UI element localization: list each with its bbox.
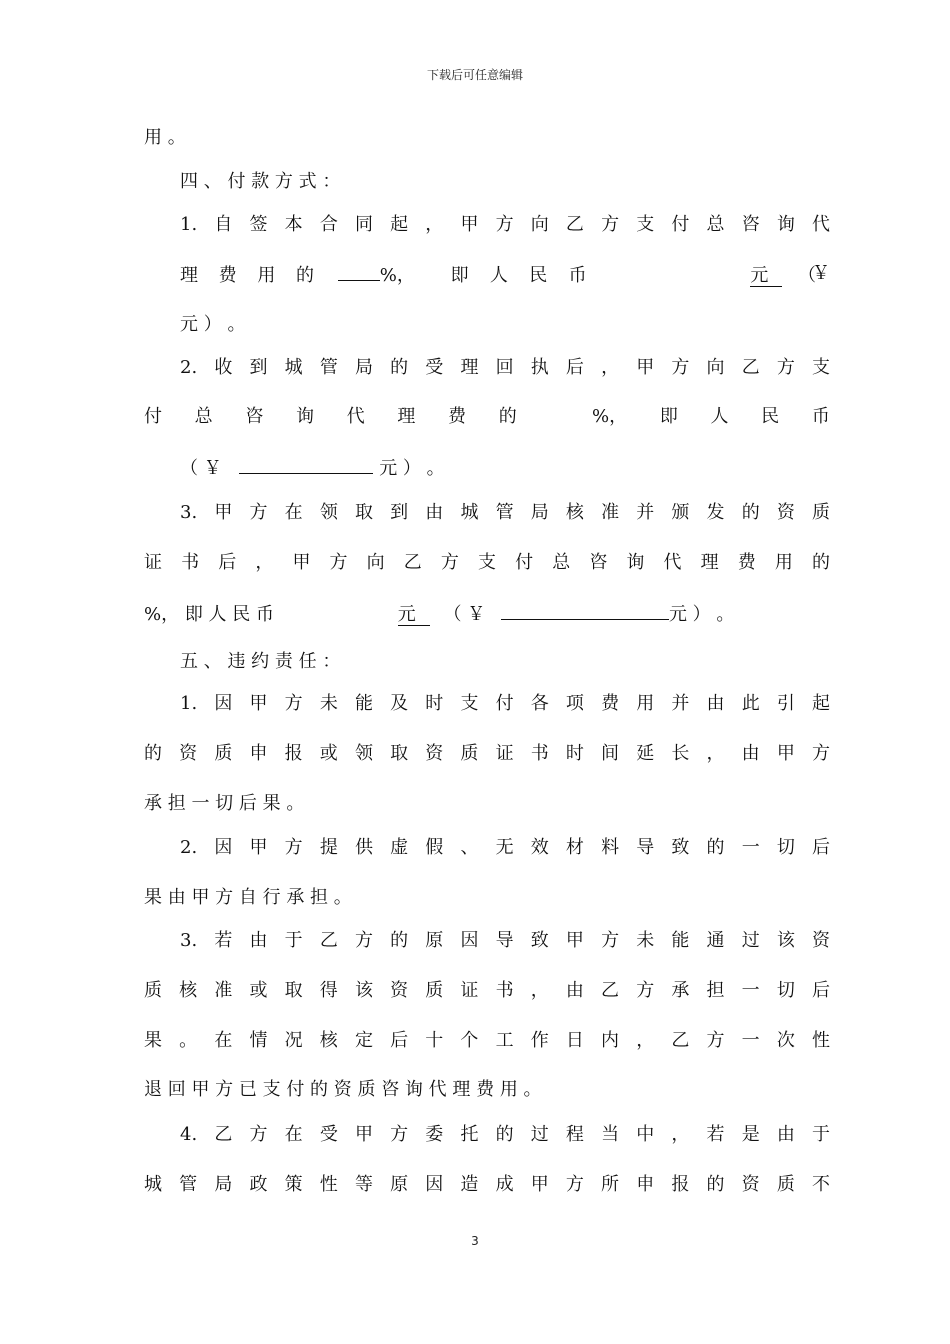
char: 费 bbox=[448, 406, 467, 427]
char: 方 bbox=[811, 743, 830, 764]
char: 自 bbox=[214, 214, 233, 235]
char: 及 bbox=[390, 693, 409, 714]
paren-open: （ bbox=[798, 265, 817, 286]
line-11-suffix: 元 ） 。 bbox=[668, 604, 735, 625]
char: 此 bbox=[741, 693, 760, 714]
char: 料 bbox=[601, 837, 620, 858]
char: ， bbox=[530, 980, 549, 1001]
char: 后 bbox=[218, 552, 237, 573]
char: 4. bbox=[180, 1124, 198, 1145]
char: 取 bbox=[354, 502, 373, 523]
char: 币 bbox=[568, 265, 587, 286]
char: 乙 bbox=[403, 552, 422, 573]
char: 后 bbox=[390, 1030, 409, 1051]
line-8-prefix: （ ￥ bbox=[180, 458, 222, 479]
char: 签 bbox=[249, 214, 268, 235]
char: 民 bbox=[761, 406, 780, 427]
char: 方 bbox=[249, 502, 268, 523]
char: 收 bbox=[214, 357, 233, 378]
char: 甲 bbox=[530, 1174, 549, 1195]
char: 甲 bbox=[636, 357, 655, 378]
char: 十 bbox=[425, 1030, 444, 1051]
line-20 bbox=[144, 1029, 830, 1053]
char: 方 bbox=[671, 357, 690, 378]
char: 所 bbox=[601, 1174, 620, 1195]
line-8-suffix: 元 ） 。 bbox=[379, 458, 445, 479]
char: ， bbox=[706, 743, 725, 764]
char: 书 bbox=[495, 980, 514, 1001]
char: 是 bbox=[741, 1124, 760, 1145]
char: 切 bbox=[776, 980, 795, 1001]
char: 申 bbox=[636, 1174, 655, 1195]
char: %， bbox=[592, 406, 628, 427]
char: 支 bbox=[477, 552, 496, 573]
char: 效 bbox=[530, 837, 549, 858]
char: 本 bbox=[284, 214, 303, 235]
char: 费 bbox=[218, 265, 237, 286]
char: 起 bbox=[812, 693, 830, 714]
char: 甲 bbox=[214, 502, 233, 523]
char: 方 bbox=[601, 214, 620, 235]
char: ， bbox=[636, 1030, 655, 1051]
char: 程 bbox=[565, 1124, 584, 1145]
char: 民 bbox=[529, 265, 548, 286]
char: ， bbox=[255, 552, 274, 573]
char: 后 bbox=[812, 837, 830, 858]
char: 方 bbox=[601, 930, 620, 951]
char: 由 bbox=[249, 930, 268, 951]
char: 用 bbox=[774, 552, 793, 573]
char: 理 bbox=[460, 357, 479, 378]
char: 取 bbox=[284, 980, 303, 1001]
char: 果 bbox=[144, 1030, 162, 1051]
char: 的 bbox=[498, 406, 517, 427]
char: 时 bbox=[565, 743, 584, 764]
char: 证 bbox=[495, 743, 514, 764]
char: 询 bbox=[296, 406, 315, 427]
char: 乙 bbox=[601, 980, 620, 1001]
char: 核 bbox=[319, 1030, 338, 1051]
char: 到 bbox=[249, 357, 268, 378]
line-1: 用 。 bbox=[144, 127, 186, 148]
line-9 bbox=[180, 501, 830, 525]
char: 向 bbox=[366, 552, 385, 573]
char: 甲 bbox=[565, 930, 584, 951]
char: 由 bbox=[425, 502, 444, 523]
char: 局 bbox=[354, 357, 373, 378]
char: 质 bbox=[460, 743, 479, 764]
char: 起 bbox=[390, 214, 409, 235]
char: 的 bbox=[706, 837, 725, 858]
percent-sign: %， bbox=[379, 265, 415, 286]
char: 该 bbox=[776, 930, 795, 951]
char: 委 bbox=[425, 1124, 444, 1145]
char: 后 bbox=[565, 357, 584, 378]
char: 核 bbox=[179, 980, 198, 1001]
char: 理 bbox=[700, 552, 719, 573]
char: 的 bbox=[390, 357, 409, 378]
char: 一 bbox=[741, 980, 760, 1001]
char: 因 bbox=[214, 693, 233, 714]
char: 3. bbox=[180, 502, 198, 523]
char: 方 bbox=[706, 1030, 725, 1051]
char: 费 bbox=[737, 552, 756, 573]
char: 代 bbox=[346, 406, 365, 427]
char: 未 bbox=[636, 930, 655, 951]
char: 由 bbox=[565, 980, 584, 1001]
char: 性 bbox=[811, 1030, 830, 1051]
char: 后 bbox=[811, 980, 830, 1001]
char: 内 bbox=[601, 1030, 620, 1051]
char: ， bbox=[425, 214, 444, 235]
char: 支 bbox=[636, 214, 655, 235]
char: 过 bbox=[741, 930, 760, 951]
char: 资 bbox=[741, 1174, 760, 1195]
line-19 bbox=[144, 979, 830, 1003]
char: 项 bbox=[565, 693, 584, 714]
char: 作 bbox=[530, 1030, 549, 1051]
char: 一 bbox=[741, 1030, 760, 1051]
line-18 bbox=[180, 929, 830, 953]
char: 甲 bbox=[292, 552, 311, 573]
char: 到 bbox=[390, 502, 409, 523]
char: 甲 bbox=[249, 837, 268, 858]
char: 不 bbox=[811, 1174, 830, 1195]
char: 得 bbox=[319, 980, 338, 1001]
char: 并 bbox=[671, 693, 690, 714]
section-heading-payment: 四 、 付 款 方 式 ： bbox=[180, 171, 341, 192]
char: 局 bbox=[214, 1174, 233, 1195]
char: 领 bbox=[319, 502, 338, 523]
char: 在 bbox=[284, 502, 303, 523]
char: 质 bbox=[425, 980, 444, 1001]
char: 导 bbox=[636, 837, 655, 858]
char: 方 bbox=[354, 930, 373, 951]
char: 由 bbox=[776, 1124, 795, 1145]
char: 甲 bbox=[354, 1124, 373, 1145]
char: 书 bbox=[530, 743, 549, 764]
char: 币 bbox=[811, 406, 830, 427]
char: 因 bbox=[460, 930, 479, 951]
char: 方 bbox=[440, 552, 459, 573]
char: 原 bbox=[390, 1174, 409, 1195]
char: 承 bbox=[671, 980, 690, 1001]
char: 并 bbox=[636, 502, 655, 523]
char: 方 bbox=[565, 1174, 584, 1195]
char: 工 bbox=[495, 1030, 514, 1051]
char: 长 bbox=[671, 743, 690, 764]
char: 性 bbox=[319, 1174, 338, 1195]
char: 于 bbox=[284, 930, 303, 951]
char: 证 bbox=[144, 552, 162, 573]
char: 若 bbox=[214, 930, 233, 951]
char: 受 bbox=[425, 357, 444, 378]
char: 方 bbox=[636, 980, 655, 1001]
char: 人 bbox=[489, 265, 508, 286]
char: 付 bbox=[144, 406, 162, 427]
line-15: 承 担 一 切 后 果 。 bbox=[144, 793, 305, 814]
char: 日 bbox=[565, 1030, 584, 1051]
char: 延 bbox=[636, 743, 655, 764]
char: 过 bbox=[530, 1124, 549, 1145]
char: 咨 bbox=[245, 406, 264, 427]
char: 能 bbox=[671, 930, 690, 951]
char: 代 bbox=[663, 552, 682, 573]
yen-amount-blank-2[interactable] bbox=[501, 601, 669, 620]
char: 各 bbox=[530, 693, 549, 714]
line-11 bbox=[144, 601, 830, 627]
char: 申 bbox=[249, 743, 268, 764]
char: ， bbox=[601, 357, 620, 378]
char: 政 bbox=[249, 1174, 268, 1195]
char: 支 bbox=[460, 693, 479, 714]
char: 当 bbox=[601, 1124, 620, 1145]
page-header: 下载后可任意编辑 bbox=[426, 68, 523, 82]
char: 的 bbox=[706, 1174, 725, 1195]
char: 切 bbox=[776, 837, 795, 858]
char: ， bbox=[671, 1124, 690, 1145]
char: 即 bbox=[659, 406, 678, 427]
char: 中 bbox=[636, 1124, 655, 1145]
char: 付 bbox=[515, 552, 534, 573]
line-22 bbox=[180, 1123, 830, 1147]
line-5: 元 ） 。 bbox=[180, 314, 246, 335]
char: 或 bbox=[249, 980, 268, 1001]
char: 核 bbox=[565, 502, 584, 523]
char: 致 bbox=[530, 930, 549, 951]
char: 质 bbox=[214, 743, 233, 764]
char: 向 bbox=[706, 357, 725, 378]
char: 费 bbox=[601, 693, 620, 714]
char: 受 bbox=[319, 1124, 338, 1145]
char: 资 bbox=[776, 502, 795, 523]
line-6 bbox=[180, 356, 830, 380]
yuan-blank-2[interactable]: 元 bbox=[398, 604, 430, 626]
char: 人 bbox=[710, 406, 729, 427]
char: 时 bbox=[425, 693, 444, 714]
char: 于 bbox=[812, 1124, 830, 1145]
char: 局 bbox=[530, 502, 549, 523]
char: 咨 bbox=[741, 214, 760, 235]
char: 质 bbox=[812, 502, 830, 523]
char: 担 bbox=[706, 980, 725, 1001]
char bbox=[549, 405, 559, 429]
percent-blank[interactable] bbox=[338, 262, 380, 281]
char: 的 bbox=[741, 502, 760, 523]
line-11-yen: （ ￥ bbox=[443, 604, 486, 625]
char: 个 bbox=[460, 1030, 479, 1051]
char: 通 bbox=[706, 930, 725, 951]
char: 造 bbox=[460, 1174, 479, 1195]
char: 或 bbox=[319, 743, 338, 764]
section-heading-liability: 五 、 违 约 责 任 ： bbox=[180, 651, 341, 672]
char: 书 bbox=[181, 552, 200, 573]
char: 供 bbox=[354, 837, 373, 858]
char: 证 bbox=[460, 980, 479, 1001]
line-23 bbox=[144, 1173, 830, 1197]
char: 无 bbox=[495, 837, 514, 858]
char: 管 bbox=[495, 502, 514, 523]
line-7 bbox=[144, 405, 830, 429]
char: 总 bbox=[552, 552, 571, 573]
char: 定 bbox=[354, 1030, 373, 1051]
char: 用 bbox=[257, 265, 276, 286]
char: 成 bbox=[495, 1174, 514, 1195]
line-16 bbox=[180, 836, 830, 860]
rmb-label bbox=[451, 264, 587, 288]
char: 。 bbox=[179, 1030, 198, 1051]
char: 方 bbox=[284, 693, 303, 714]
page-number: 3 bbox=[471, 1234, 479, 1248]
char: 报 bbox=[671, 1174, 690, 1195]
char: 引 bbox=[776, 693, 795, 714]
char: 2. bbox=[180, 357, 198, 378]
char: 用 bbox=[636, 693, 655, 714]
line-11-prefix: %， 即 人 民 币 bbox=[144, 604, 274, 625]
char: 代 bbox=[812, 214, 830, 235]
char: 乙 bbox=[319, 930, 338, 951]
char: 询 bbox=[776, 214, 795, 235]
char: 方 bbox=[776, 357, 795, 378]
char: 2. bbox=[180, 837, 198, 858]
char: 乙 bbox=[671, 1030, 690, 1051]
char: 城 bbox=[144, 1174, 162, 1195]
char: 方 bbox=[390, 1124, 409, 1145]
char: 1. bbox=[180, 214, 198, 235]
char: 咨 bbox=[589, 552, 608, 573]
char: 因 bbox=[214, 837, 233, 858]
char: 回 bbox=[495, 357, 514, 378]
char: 城 bbox=[284, 357, 303, 378]
char: 方 bbox=[284, 837, 303, 858]
char: 甲 bbox=[249, 693, 268, 714]
line-13 bbox=[180, 692, 830, 716]
char: 理 bbox=[397, 406, 416, 427]
char: 虚 bbox=[390, 837, 409, 858]
char: 若 bbox=[706, 1124, 725, 1145]
char: 假 bbox=[425, 837, 444, 858]
char: 况 bbox=[284, 1030, 303, 1051]
char: 领 bbox=[354, 743, 373, 764]
char: 管 bbox=[319, 357, 338, 378]
char: 由 bbox=[706, 693, 725, 714]
char: 3. bbox=[180, 930, 198, 951]
char: 一 bbox=[741, 837, 760, 858]
line-4-text bbox=[180, 264, 314, 288]
char: 准 bbox=[601, 502, 620, 523]
char: 间 bbox=[601, 743, 620, 764]
char: 在 bbox=[214, 1030, 233, 1051]
char: 资 bbox=[179, 743, 198, 764]
char: 的 bbox=[811, 552, 830, 573]
char: 提 bbox=[319, 837, 338, 858]
char: 托 bbox=[460, 1124, 479, 1145]
char: 准 bbox=[214, 980, 233, 1001]
yen-sign: ￥ bbox=[812, 263, 830, 284]
char: 理 bbox=[180, 265, 198, 286]
char: 执 bbox=[530, 357, 549, 378]
char: 乙 bbox=[214, 1124, 233, 1145]
char: 的 bbox=[144, 743, 162, 764]
char: 质 bbox=[776, 1174, 795, 1195]
char: 资 bbox=[812, 930, 830, 951]
char: 同 bbox=[354, 214, 373, 235]
char: 材 bbox=[565, 837, 584, 858]
line-3 bbox=[180, 213, 830, 237]
char: 总 bbox=[194, 406, 213, 427]
line-21: 退 回 甲 方 已 支 付 的 资 质 咨 询 代 理 费 用 。 bbox=[144, 1079, 542, 1100]
char: 报 bbox=[284, 743, 303, 764]
char: 乙 bbox=[741, 357, 760, 378]
char: 资 bbox=[425, 743, 444, 764]
char: 1. bbox=[180, 693, 198, 714]
char: 的 bbox=[295, 265, 314, 286]
char: 甲 bbox=[460, 214, 479, 235]
char: 方 bbox=[495, 214, 514, 235]
char: 管 bbox=[179, 1174, 198, 1195]
line-4 bbox=[180, 262, 830, 288]
char: 该 bbox=[354, 980, 373, 1001]
char: 策 bbox=[284, 1174, 303, 1195]
char: 即 bbox=[450, 265, 469, 286]
char: 取 bbox=[390, 743, 409, 764]
char: 由 bbox=[741, 743, 760, 764]
char: 询 bbox=[626, 552, 645, 573]
char: 的 bbox=[495, 1124, 514, 1145]
char: 能 bbox=[354, 693, 373, 714]
char: 付 bbox=[495, 693, 514, 714]
line-10 bbox=[144, 551, 830, 575]
char: 发 bbox=[706, 502, 725, 523]
char: 次 bbox=[776, 1030, 795, 1051]
char: 合 bbox=[319, 214, 338, 235]
line-14 bbox=[144, 742, 830, 766]
char: 向 bbox=[530, 214, 549, 235]
char: 乙 bbox=[565, 214, 584, 235]
char: 未 bbox=[319, 693, 338, 714]
char: 、 bbox=[460, 837, 479, 858]
char: 在 bbox=[284, 1124, 303, 1145]
char: 方 bbox=[329, 552, 348, 573]
char: 导 bbox=[495, 930, 514, 951]
char: 因 bbox=[425, 1174, 444, 1195]
char: 方 bbox=[249, 1124, 268, 1145]
char: 原 bbox=[425, 930, 444, 951]
char: 等 bbox=[354, 1174, 373, 1195]
line-8 bbox=[180, 455, 866, 481]
yen-amount-blank[interactable] bbox=[239, 455, 373, 474]
char: 情 bbox=[249, 1030, 268, 1051]
char: 城 bbox=[460, 502, 479, 523]
char: 致 bbox=[671, 837, 690, 858]
char: 的 bbox=[390, 930, 409, 951]
char: 颁 bbox=[671, 502, 690, 523]
char: 总 bbox=[706, 214, 725, 235]
line-17: 果 由 甲 方 自 行 承 担 。 bbox=[144, 887, 352, 908]
char: 质 bbox=[144, 980, 162, 1001]
char: 付 bbox=[671, 214, 690, 235]
char: 支 bbox=[812, 357, 830, 378]
char: 甲 bbox=[776, 743, 795, 764]
char: 资 bbox=[390, 980, 409, 1001]
yuan-blank[interactable]: 元 bbox=[750, 265, 782, 287]
